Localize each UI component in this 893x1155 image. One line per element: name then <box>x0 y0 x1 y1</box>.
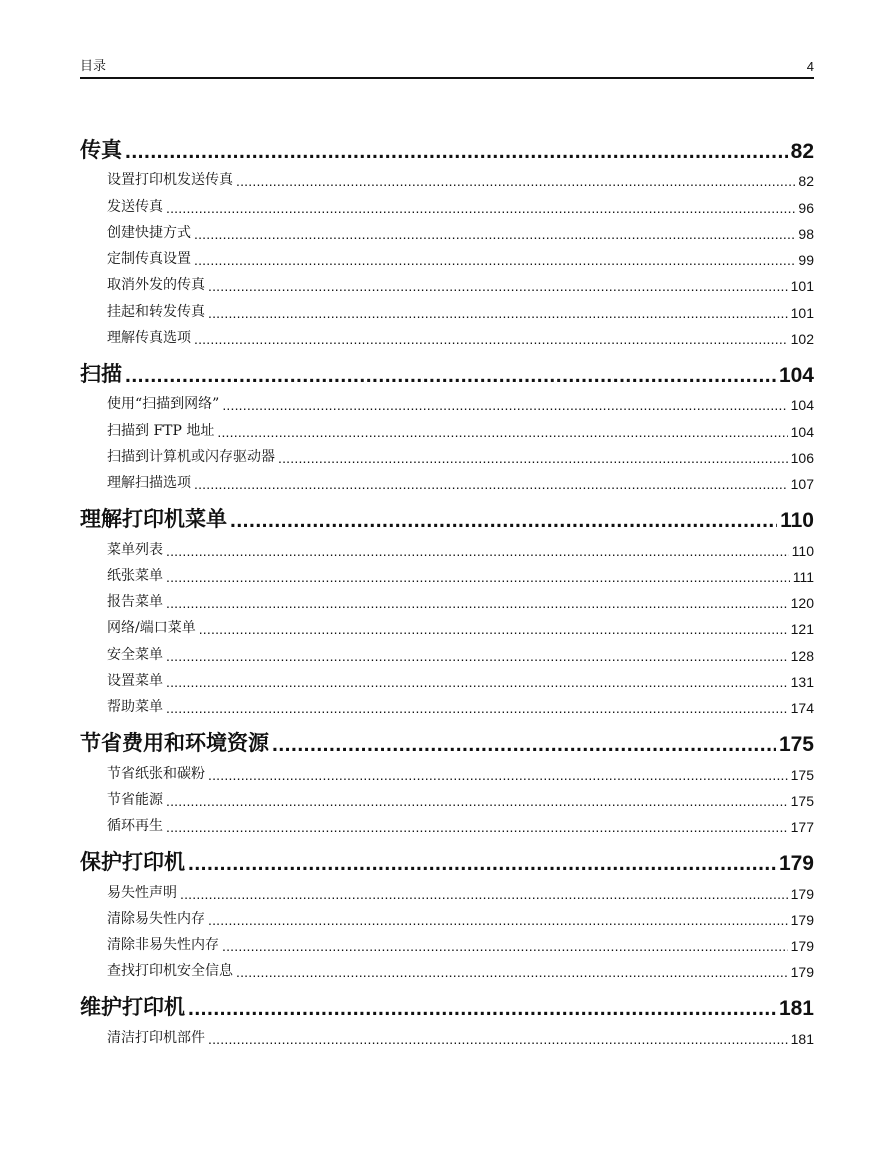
toc-entry[interactable] <box>80 271 814 297</box>
toc-entry-title: 查找打印机安全信息 <box>107 963 233 980</box>
toc-entry-page: 101 <box>790 304 814 321</box>
toc-entry-title: 网络/端口菜单 <box>107 620 196 637</box>
toc-entry-title: 清洁打印机部件 <box>107 1029 205 1046</box>
toc-entry-title: 安全菜单 <box>107 646 163 663</box>
toc-entry-page: 96 <box>798 199 814 216</box>
toc-entry-page: 104 <box>790 397 814 414</box>
toc-entry[interactable] <box>80 166 814 192</box>
toc-entry-page: 179 <box>790 938 814 955</box>
toc-entry[interactable] <box>80 957 814 983</box>
toc-entry-title: 节省纸张和碳粉 <box>107 765 205 782</box>
toc-entry[interactable] <box>80 390 814 416</box>
dot-leader <box>166 793 788 812</box>
toc-entry-page: 106 <box>790 449 814 466</box>
toc-section-page: 181 <box>778 997 814 1021</box>
dot-leader <box>236 173 795 192</box>
header-title: 目录 <box>80 59 107 74</box>
toc-entry-page: 98 <box>798 225 814 242</box>
dot-leader <box>236 964 788 983</box>
toc-entry[interactable] <box>80 786 814 812</box>
toc-entry-page: 104 <box>790 423 814 440</box>
toc-entry-title: 理解传真选项 <box>107 330 191 347</box>
dot-leader <box>166 200 795 219</box>
toc-entry[interactable] <box>80 759 814 785</box>
toc-entry-page: 110 <box>791 542 814 559</box>
dot-leader <box>222 938 788 957</box>
toc-entry[interactable] <box>80 324 814 350</box>
toc-entry[interactable] <box>80 219 814 245</box>
dot-leader <box>188 852 776 878</box>
toc-entry-page: 102 <box>790 331 814 348</box>
toc-section-page: 175 <box>778 733 814 757</box>
toc-entry-page: 82 <box>798 173 814 190</box>
toc-entry-title: 清除易失性内存 <box>107 910 205 927</box>
toc-entry-page: 120 <box>790 595 814 612</box>
dot-leader <box>166 648 788 667</box>
toc-entry-title: 理解扫描选项 <box>107 475 191 492</box>
dot-leader <box>208 912 788 931</box>
toc-entry[interactable] <box>80 812 814 838</box>
toc-entry-page: 131 <box>790 674 814 691</box>
toc-entry-title: 清除非易失性内存 <box>107 937 219 954</box>
toc-entry-title: 设置打印机发送传真 <box>107 172 233 189</box>
toc-entry-title: 使用“扫描到网络” <box>107 396 220 413</box>
toc-section-title: 理解打印机菜单 <box>80 507 227 532</box>
toc-section-title: 传真 <box>80 138 122 162</box>
toc-entry-title: 扫描到计算机或闪存驱动器 <box>107 448 275 465</box>
toc-section-page: 110 <box>780 509 814 533</box>
toc-entry-page: 101 <box>790 278 814 295</box>
toc-entry[interactable] <box>80 667 814 693</box>
toc-entry[interactable] <box>80 614 814 640</box>
toc-section <box>80 848 814 983</box>
dot-leader <box>166 700 788 719</box>
toc-entry-title: 循环再生 <box>107 818 163 835</box>
toc-section <box>80 136 814 350</box>
toc-entry-page: 179 <box>790 964 814 981</box>
dot-leader <box>166 595 788 614</box>
dot-leader <box>208 767 788 786</box>
dot-leader <box>125 140 788 166</box>
toc-entry[interactable] <box>80 416 814 442</box>
toc-entry[interactable] <box>80 693 814 719</box>
toc-entry[interactable] <box>80 931 814 957</box>
toc-entry-title: 纸张菜单 <box>107 567 163 584</box>
toc-entry-title: 发送传真 <box>107 198 163 215</box>
dot-leader <box>194 252 795 271</box>
toc-entry[interactable] <box>80 905 814 931</box>
dot-leader <box>272 733 776 759</box>
toc-entry-page: 175 <box>790 766 814 783</box>
toc-section-entry[interactable] <box>80 136 814 166</box>
toc-entry-title: 节省能源 <box>107 791 163 808</box>
toc-entry[interactable] <box>80 1023 814 1049</box>
toc-section-page: 82 <box>790 140 814 163</box>
dot-leader <box>166 674 788 693</box>
toc-section-entry[interactable] <box>80 848 814 878</box>
toc-entry-page: 179 <box>790 911 814 928</box>
dot-leader <box>222 397 787 416</box>
toc-section-title: 扫描 <box>80 362 122 387</box>
toc-entry-page: 181 <box>790 1030 814 1047</box>
dot-leader <box>199 621 788 640</box>
dot-leader <box>278 450 788 469</box>
toc-entry-title: 报告菜单 <box>107 594 163 611</box>
toc-entry-page: 111 <box>792 568 814 585</box>
toc-entry-title: 易失性声明 <box>107 884 177 901</box>
toc-section-entry[interactable] <box>80 993 814 1023</box>
table-of-contents <box>80 136 814 1060</box>
toc-entry-title: 菜单列表 <box>107 541 163 558</box>
toc-entry[interactable] <box>80 443 814 469</box>
toc-entry[interactable] <box>80 878 814 904</box>
dot-leader <box>180 886 788 905</box>
dot-leader <box>194 331 788 350</box>
dot-leader <box>166 819 788 838</box>
toc-entry-page: 128 <box>790 647 814 664</box>
toc-entry-page: 107 <box>790 476 814 493</box>
dot-leader <box>166 569 790 588</box>
header-page-number: 4 <box>806 59 814 74</box>
dot-leader <box>208 1031 788 1050</box>
toc-section-entry[interactable] <box>80 729 814 759</box>
dot-leader <box>166 543 789 562</box>
toc-entry-page: 179 <box>790 885 814 902</box>
toc-section-title: 保护打印机 <box>80 850 185 875</box>
toc-section-page: 179 <box>778 852 814 876</box>
toc-section <box>80 729 814 838</box>
toc-entry-title: 设置菜单 <box>107 673 163 690</box>
toc-entry[interactable] <box>80 640 814 666</box>
toc-entry-title: 扫描到 FTP 地址 <box>107 422 215 439</box>
toc-entry[interactable] <box>80 535 814 561</box>
toc-entry[interactable] <box>80 297 814 323</box>
toc-entry-page: 121 <box>790 621 814 638</box>
toc-entry-title: 创建快捷方式 <box>107 224 191 241</box>
toc-section <box>80 505 814 719</box>
dot-leader <box>217 424 787 443</box>
toc-entry-page: 99 <box>798 252 814 269</box>
toc-entry-title: 取消外发的传真 <box>107 277 205 294</box>
toc-entry-title: 定制传真设置 <box>107 251 191 268</box>
toc-entry-page: 177 <box>790 819 814 836</box>
dot-leader <box>194 226 795 245</box>
toc-section-title: 维护打印机 <box>80 995 185 1020</box>
dot-leader <box>125 364 776 390</box>
toc-entry-page: 175 <box>790 792 814 809</box>
toc-entry[interactable] <box>80 469 814 495</box>
toc-section <box>80 993 814 1049</box>
toc-section <box>80 360 814 495</box>
toc-entry-title: 挂起和转发传真 <box>107 303 205 320</box>
toc-section-page: 104 <box>778 364 814 388</box>
dot-leader <box>188 997 776 1023</box>
page-header <box>80 58 814 79</box>
dot-leader <box>208 305 788 324</box>
toc-entry[interactable] <box>80 245 814 271</box>
dot-leader <box>208 278 788 297</box>
toc-entry-title: 帮助菜单 <box>107 699 163 716</box>
dot-leader <box>230 509 777 535</box>
dot-leader <box>194 476 788 495</box>
toc-entry[interactable] <box>80 562 814 588</box>
toc-entry[interactable] <box>80 192 814 218</box>
toc-section-entry[interactable] <box>80 360 814 390</box>
toc-section-title: 节省费用和环境资源 <box>80 731 269 756</box>
toc-entry-page: 174 <box>790 700 814 717</box>
toc-entry[interactable] <box>80 588 814 614</box>
toc-section-entry[interactable] <box>80 505 814 535</box>
